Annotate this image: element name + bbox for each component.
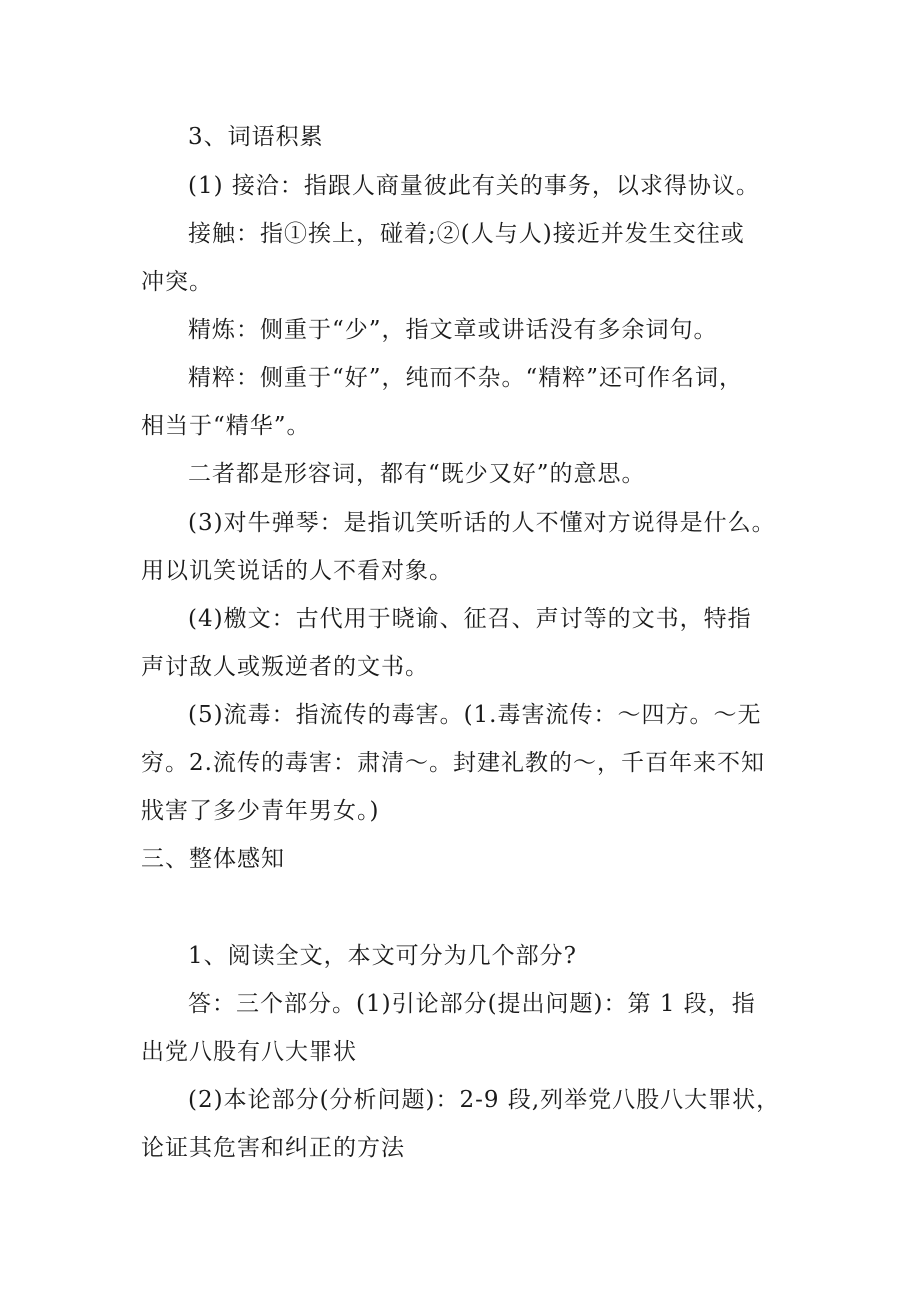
paragraph-line: 精粹：侧重于“好”，纯而不杂。“精粹”还可作名词， bbox=[188, 365, 744, 391]
paragraph-line: 用以讥笑说话的人不看对象。 bbox=[141, 558, 453, 584]
question-line: 1、阅读全文，本文可分为几个部分? bbox=[188, 943, 577, 969]
paragraph-line: 二者都是形容词，都有“既少又好”的意思。 bbox=[188, 461, 646, 487]
paragraph-line: 穷。2.流传的毒害：肃清～。封建礼教的～，千百年来不知 bbox=[141, 750, 765, 776]
answer-line: (2)本论部分(分析问题)：2-9 段,列举党八股八大罪状， bbox=[188, 1087, 781, 1113]
answer-line: 答：三个部分。(1)引论部分(提出问题)：第 1 段，指 bbox=[188, 991, 756, 1017]
paragraph-line: (1) 接洽：指跟人商量彼此有关的事务，以求得协议。 bbox=[188, 173, 760, 199]
paragraph-line: (3)对牛弹琴：是指讥笑听话的人不懂对方说得是什么。 bbox=[188, 510, 776, 536]
paragraph-line: 冲突。 bbox=[141, 269, 213, 295]
paragraph-line: (5)流毒：指流传的毒害。(1.毒害流传：～四方。～无 bbox=[188, 702, 762, 728]
paragraph-line: 戕害了多少青年男女。) bbox=[141, 798, 380, 824]
paragraph-line: (4)檄文：古代用于晓谕、征召、声讨等的文书，特指 bbox=[188, 606, 752, 632]
section-heading-vocabulary: 3、词语积累 bbox=[188, 124, 324, 150]
paragraph-line: 声讨敌人或叛逆者的文书。 bbox=[141, 654, 429, 680]
paragraph-line: 精炼：侧重于“少”，指文章或讲话没有多余词句。 bbox=[188, 317, 718, 343]
answer-line: 论证其危害和纠正的方法 bbox=[141, 1135, 405, 1161]
paragraph-line: 接触：指①挨上，碰着;②(人与人)接近并发生交往或 bbox=[188, 221, 745, 247]
answer-line: 出党八股有八大罪状 bbox=[141, 1039, 357, 1065]
paragraph-line: 相当于“精华”。 bbox=[141, 413, 311, 439]
section-heading-overall: 三、整体感知 bbox=[141, 846, 285, 872]
